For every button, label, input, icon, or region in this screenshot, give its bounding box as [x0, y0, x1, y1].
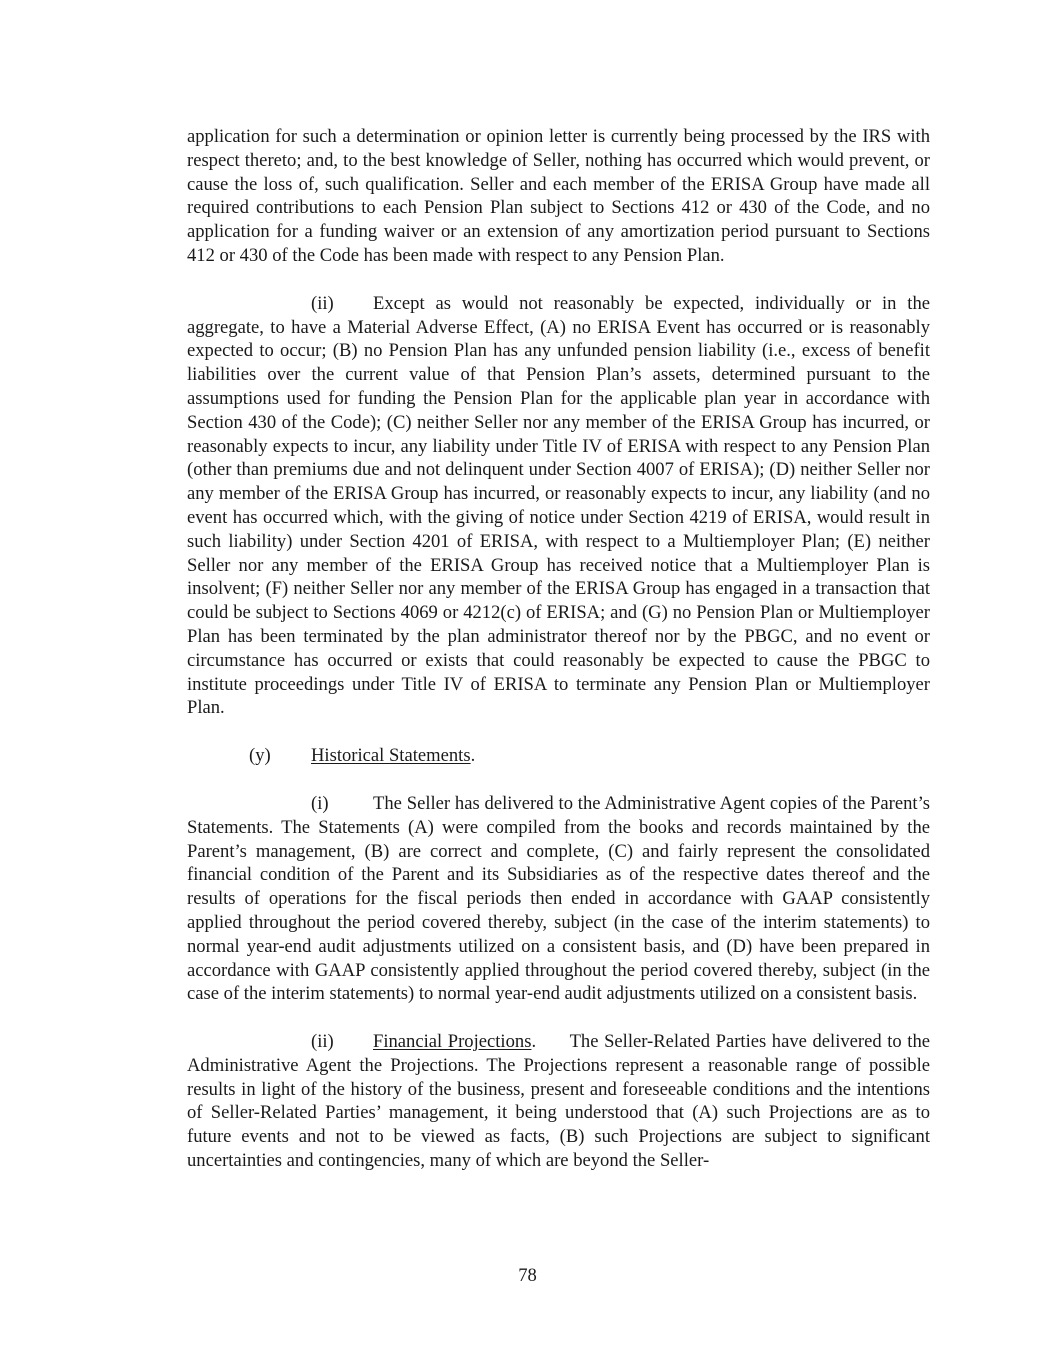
- paragraph-text: The Seller has delivered to the Administrative Agent copies of the Parent’s Statements. The Statements (A) were compiled from the books and records maintained by the Parent’s management, (B) are correct and complete, (C) and fairly represent the consolidated financial condition of the Parent and its Subsidiaries as of the respective dates thereof and the results of operations for the fiscal periods then ended in accordance with GAAP consistently applied throughout the period covered thereby, subject (in the case of the interim statements) to normal year-end audit adjustments utilized on a consistent basis, and (D) have been prepared in accordance with GAAP consistently applied throughout the period covered thereby, subject (in the case of the interim statements) to normal year-end audit adjustments utilized on a consistent basis.: [187, 792, 930, 1005]
- clause-marker: (i): [311, 792, 329, 814]
- clause-title: Financial Projections: [373, 1031, 532, 1053]
- clause-marker: (ii): [311, 292, 334, 314]
- clause-marker: (ii): [311, 1031, 334, 1053]
- paragraph-erisa-events: [187, 292, 930, 720]
- paragraph-statements: [187, 792, 930, 1006]
- clause-gap: [536, 1031, 569, 1052]
- paragraph-projections: [187, 1030, 930, 1173]
- section-title-suffix: .: [470, 745, 476, 767]
- section-title: Historical Statements: [311, 745, 471, 767]
- section-marker: (y): [249, 745, 271, 767]
- page-body: [187, 125, 930, 1197]
- clause-title-suffix: .: [531, 1031, 537, 1053]
- paragraph-text: The Seller-Related Parties have delivered to the Administrative Agent the Projections. The Projections represent a reasonable range of possible results in light of the history of the business, present and foreseeable conditions and the intentions of Seller-Related Parties’ management, it being understood that (A) such Projections are as to future events and not to be viewed as facts, (B) such Projections are subject to significant uncertainties and contingencies, many of which are beyond the Seller-: [187, 1031, 930, 1172]
- paragraph-continuation: [187, 125, 930, 268]
- section-heading-y: [249, 744, 930, 768]
- paragraph-text: Except as would not reasonably be expected, individually or in the aggregate, to have a Material Adverse Effect, (A) no ERISA Event has occurred or is reasonably expected to occur; (B) no Pension Plan has any unfunded pension liability (i.e., excess of benefit liabilities over the current value of that Pension Plan’s assets, determined pursuant to the assumptions used for funding the Pension Plan for the applicable plan year in accordance with Section 430 of the Code); (C) neither Seller nor any member of the ERISA Group has incurred, or reasonably expects to incur, any liability under Title IV of ERISA with respect to any Pension Plan (other than premiums due and not delinquent under Section 4007 of ERISA); (D) neither Seller nor any member of the ERISA Group has incurred, or reasonably expects to incur, any liability (and no event has occurred which, with the giving of notice under Section 4219 of ERISA, would result in such liability) under Section 4201 of ERISA, with respect to a Multiemployer Plan; (E) neither Seller nor any member of the ERISA Group has received notice that a Multiemployer Plan is insolvent; (F) neither Seller nor any member of the ERISA Group has engaged in a transaction that could be subject to Sections 4069 or 4212(c) of ERISA; and (G) no Pension Plan or Multiemployer Plan has been terminated by the plan administrator thereof nor by the PBGC, and no event or circumstance has occurred or exists that could reasonably be expected to cause the PBGC to institute proceedings under Title IV of ERISA to terminate any Pension Plan or Multiemployer Plan.: [187, 292, 930, 719]
- paragraph-text: application for such a determination or opinion letter is currently being processed by the IRS with respect thereto; and, to the best knowledge of Seller, nothing has occurred which would prevent, or cause the loss of, such qualification. Seller and each member of the ERISA Group have made all required contributions to each Pension Plan subject to Sections 412 or 430 of the Code, and no application for a funding waiver or an extension of any amortization period pursuant to Sections 412 or 430 of the Code has been made with respect to any Pension Plan.: [187, 126, 930, 266]
- page-number: 78: [518, 1265, 537, 1286]
